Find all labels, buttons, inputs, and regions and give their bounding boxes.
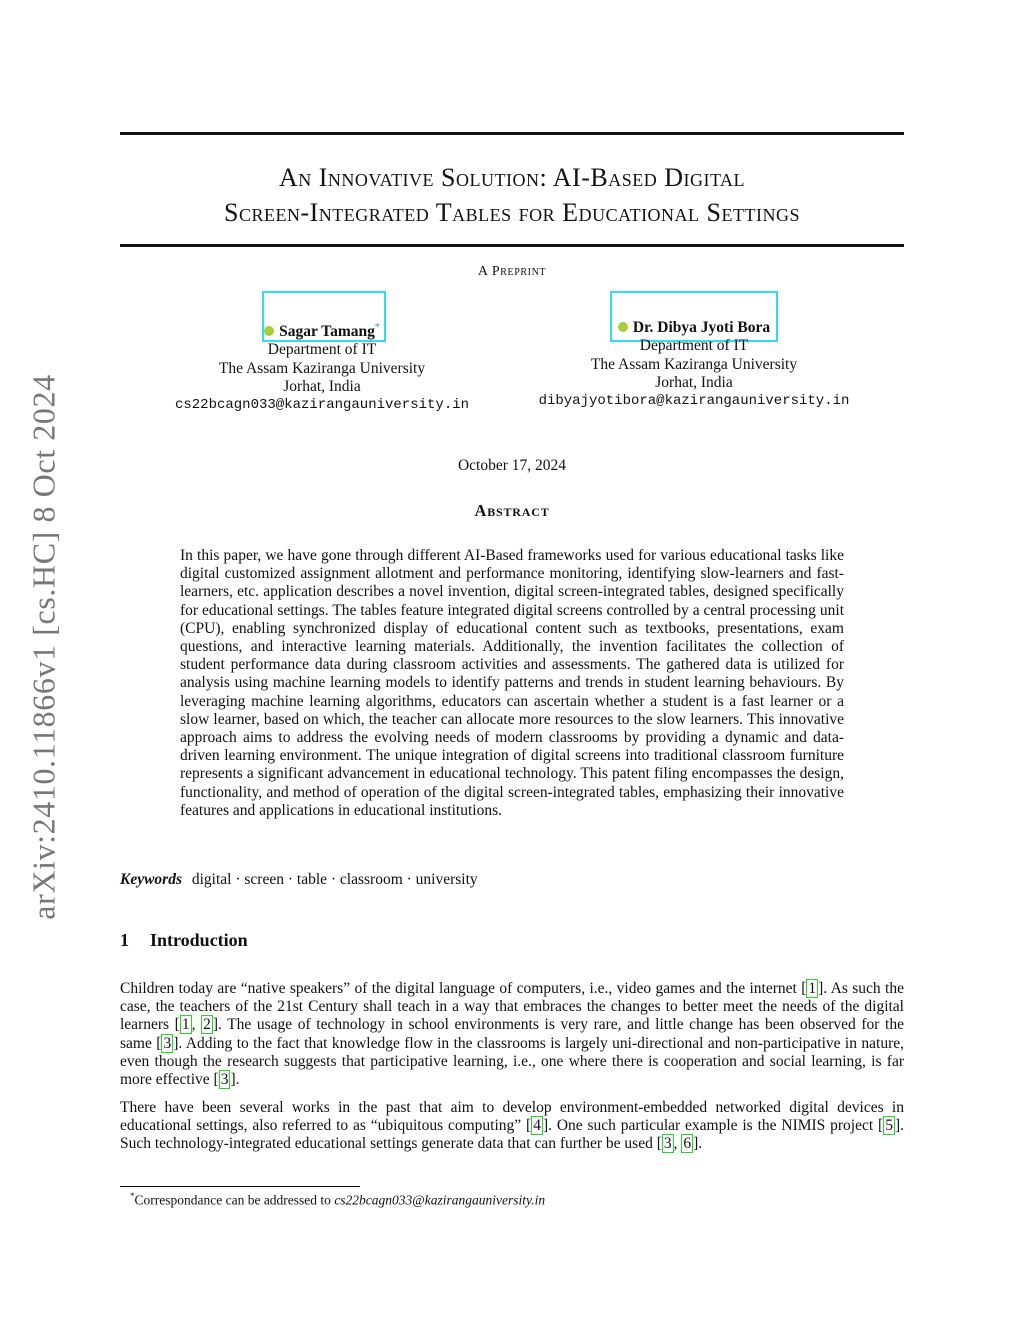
citation-link[interactable]: 3 [163,1034,172,1052]
footnote-rule [120,1186,360,1187]
keywords-line [120,871,478,889]
citation-link[interactable]: 3 [220,1071,229,1089]
abstract-heading: Abstract [474,501,550,520]
author-department: Department of IT [267,341,377,359]
paragraph-text: ]. Adding to the fact that knowledge flow in the classrooms is largely uni-directional and non-participative in nature, even though the research suggests that participative learning, i.e., one where there is cooperation and social learning, is far more effective [ [120,1034,904,1089]
citation-link[interactable]: 4 [533,1117,541,1135]
intro-paragraph-1 [120,980,904,1089]
citation-separator: , [673,1135,682,1153]
citation-separator: , [191,1016,202,1034]
paper-date: October 17, 2024 [457,457,567,474]
paragraph-text: There have been several works in the past that aim to develop environment-embedded networked digital devices in educational settings, also referred to as “ubiquitous computing” [ [120,1099,904,1135]
orcid-icon[interactable] [264,326,274,336]
paragraph-text: ]. One such particular example is the NIMIS project [ [542,1117,884,1135]
author-university: The Assam Kaziranga University [590,355,798,373]
preprint-label: A Preprint [477,264,547,279]
footnote-email: cs22bcagn033@kazirangauniversity.in [334,1192,546,1208]
citation-link[interactable]: 6 [683,1135,692,1153]
keywords-list: digital · screen · table · classroom · university [191,871,478,888]
title-top-rule [120,132,904,135]
author-block-1 [170,319,474,415]
author-department: Department of IT [639,337,749,355]
citation-link[interactable]: 1 [181,1016,190,1034]
author-name[interactable]: Sagar Tamang [279,323,375,341]
title-line-1: An Innovative Solution: AI-Based Digital [278,163,746,192]
author-email: cs22bcagn033@kazirangauniversity.in [174,397,470,414]
citation-link[interactable]: 3 [663,1135,672,1153]
citation-link[interactable]: 1 [808,980,817,997]
footnote [130,1191,545,1209]
author-location: Jorhat, India [283,378,361,396]
paragraph-text: ]. Such technology-integrated educational settings generate data that can further be used [ [120,1117,904,1153]
section-title: Introduction [150,930,248,950]
footnote-mark: * [130,1191,135,1201]
paragraph-text: ]. [230,1071,240,1089]
footnote-text: Correspondance can be addressed to [134,1192,335,1208]
paragraph-text: ]. [693,1135,703,1153]
citation-link[interactable]: 5 [885,1117,893,1135]
keywords-label: Keywords [120,871,182,888]
arxiv-identifier[interactable]: arXiv:2410.11866v1 [cs.HC] 8 Oct 2024 [25,374,62,920]
paragraph-text: ]. As such the case, the teachers of the 21st Century shall teach in a way that embraces the changes to better meet the needs of the digital learners [ [120,980,904,1034]
abstract-text: In this paper, we have gone through different AI-Based frameworks used for various educational tasks like digital customized assignment allotment and performance monitoring, identifying slow-learners and fast-learners, etc. application describes a novel invention, digital screen-integrated tables, designed specifically for educational settings. The tables feature integrated digital screens controlled by a central processing unit (CPU), enabling synchronized display of educational content such as textbooks, presentations, exam questions, and interactive learning materials. Additionally, the invention facilitates the collection of student performance data during classroom activities and assessments. The gathered data is utilized for analysis using machine learning models to identify patterns and trends in student learning behaviours. By leveraging machine learning algorithms, educators can ascertain whether a student is a fast learner or a slow learner, based on which, the teacher can allocate more resources to the slow learners. This innovative approach aims to address the evolving needs of modern classrooms by providing a dynamic and data-driven learning environment. The unique integration of digital screens into traditional classroom furniture represents a significant advancement in educational technology. This patent filing encompasses the design, functionality, and method of operation of the digital screen-integrated tables, emphasizing their innovative features and applications in educational institutions. [180,547,844,819]
title-line-2: Screen-Integrated Tables for Educational Settings [223,198,801,227]
author-name[interactable]: Dr. Dibya Jyoti Bora [632,319,771,336]
paper-title [120,160,904,230]
paragraph-text: Children today are “native speakers” of the digital language of computers, i.e., video games and the internet [ [120,980,807,997]
author-footnote-marker[interactable]: * [374,322,380,333]
paragraph-text: ]. The usage of technology in school environments is very rare, and little change has been observed for the same [ [120,1016,904,1052]
intro-paragraph-2 [120,1099,904,1154]
author-email: dibyajyotibora@kazirangauniversity.in [538,393,850,410]
author-university: The Assam Kaziranga University [218,359,426,377]
section-heading [120,930,248,951]
section-number: 1 [120,930,129,950]
orcid-icon[interactable] [618,322,628,332]
title-bottom-rule [120,244,904,247]
author-block-2 [530,319,858,410]
author-location: Jorhat, India [655,373,733,391]
citation-link[interactable]: 2 [203,1016,211,1034]
